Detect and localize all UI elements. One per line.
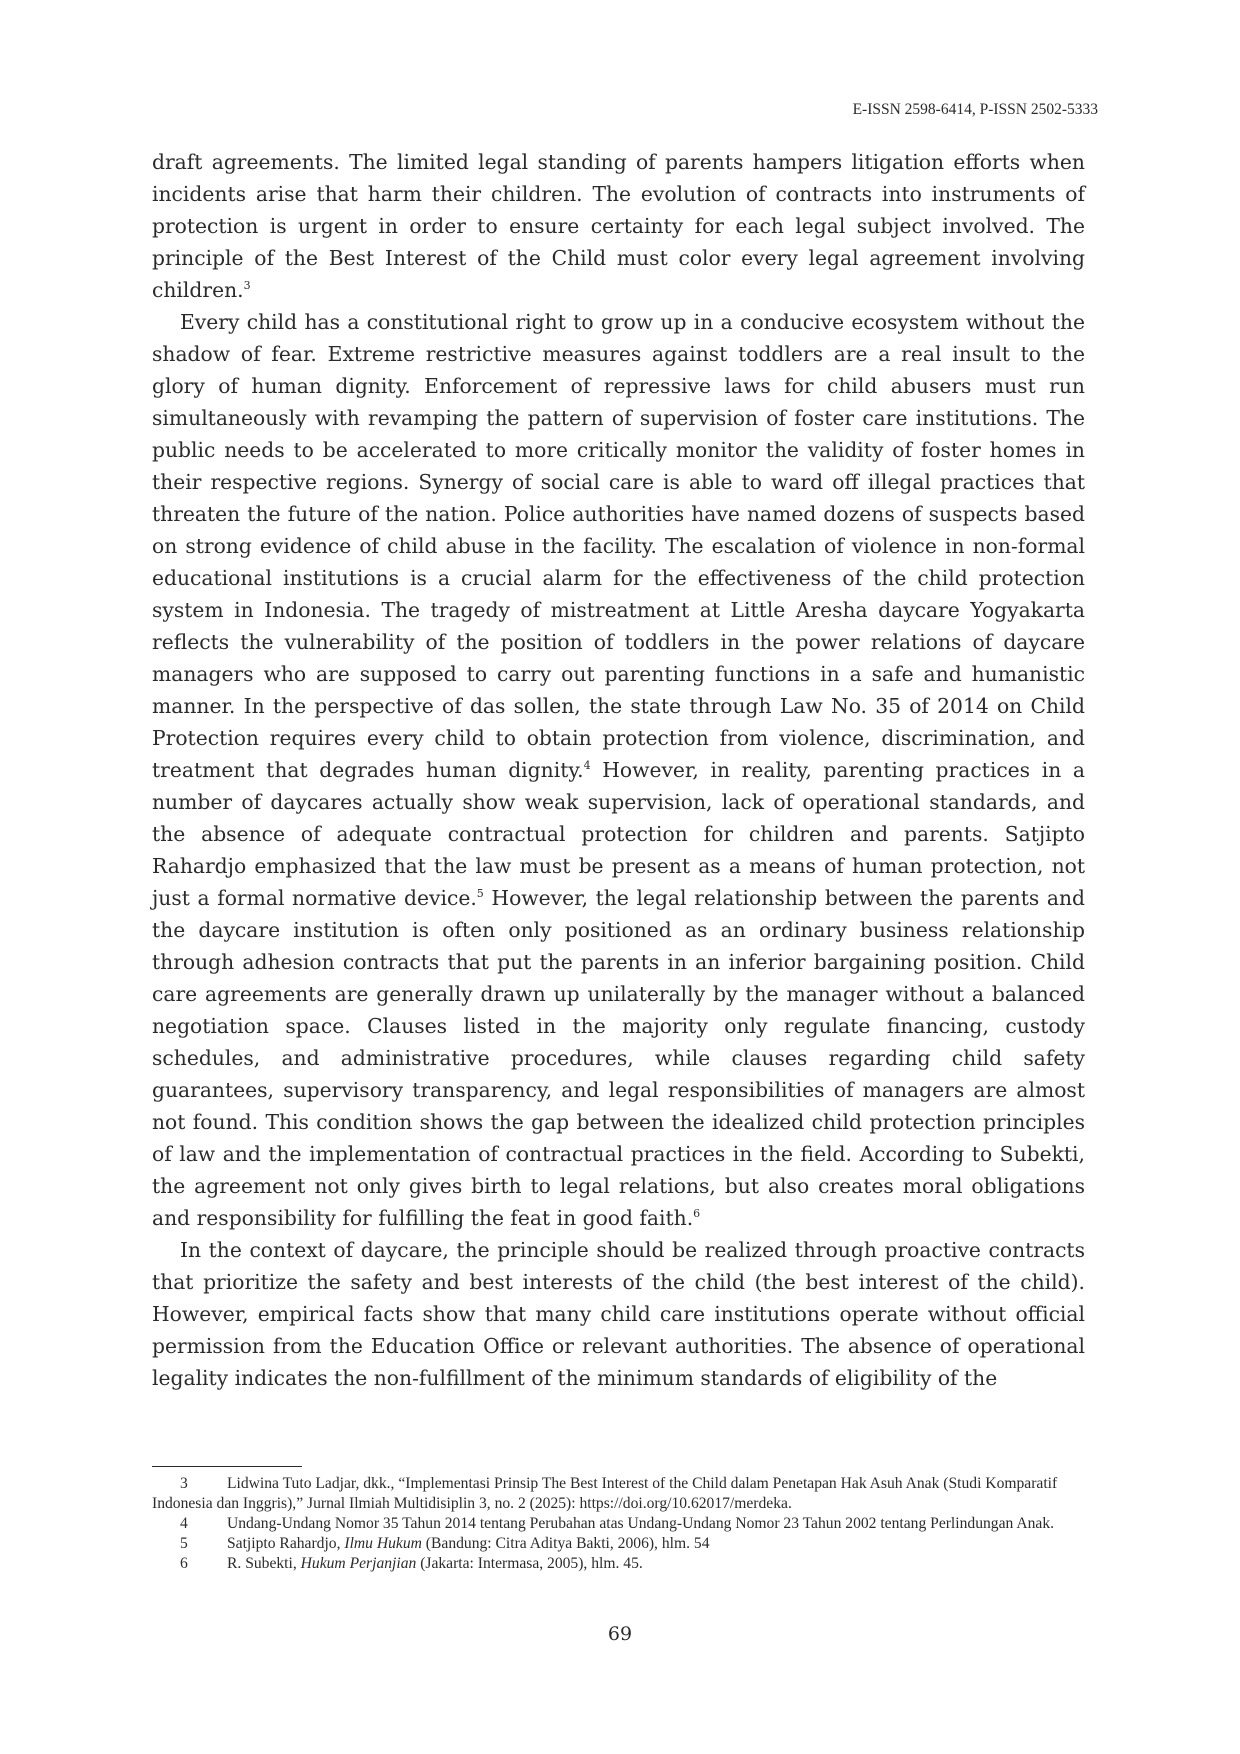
paragraph-3	[152, 1234, 1085, 1394]
footnote-ref-5[interactable]: 5	[476, 887, 484, 901]
footnote-5	[152, 1534, 1085, 1554]
body-text	[152, 146, 1085, 1394]
footnote-book-title: Ilmu Hukum	[344, 1535, 422, 1552]
footnote-text: Undang-Undang Nomor 35 Tahun 2014 tentang Perubahan atas Undang-Undang Nomor 23 Tahun 2002 tentang Perlindungan Anak.	[227, 1515, 1055, 1532]
paragraph-1-text: draft agreements. The limited legal standing of parents hampers litigation efforts when incidents arise that harm their children. The evolution of contracts into instruments of protection is urgent in order to ensure certainty for each legal subject involved. The principle of the Best Interest of the Child must color every legal agreement involving children.	[152, 150, 1085, 302]
footnote-3	[152, 1474, 1085, 1514]
footnote-number: 6	[180, 1555, 188, 1572]
footnote-text-before: R. Subekti,	[227, 1555, 301, 1572]
footnote-number: 4	[180, 1515, 188, 1532]
footnote-ref-6[interactable]: 6	[693, 1207, 701, 1221]
page-number: 69	[607, 1623, 633, 1645]
paragraph-2-segment-3: However, the legal relationship between the parents and the daycare institution is often only positioned as an ordinary business relationship through adhesion contracts that put the parents in an inferior bargaining position. Child care agreements are generally drawn up unilaterally by the manager without a balanced negotiation space. Clauses listed in the majority only regulate financing, custody schedules, and administrative procedures, while clauses regarding child safety guarantees, supervisory transparency, and legal responsibilities of managers are almost not found. This condition shows the gap between the idealized child protection principles of law and the implementation of contractual practices in the field. According to Subekti, the agreement not only gives birth to legal relations, but also creates moral obligations and responsibility for fulfilling the feat in good faith.	[152, 886, 1085, 1230]
paragraph-1	[152, 146, 1085, 306]
footnote-text-before: Satjipto Rahardjo,	[227, 1535, 345, 1552]
footnote-text-after: (Bandung: Citra Aditya Bakti, 2006), hlm. 54	[421, 1535, 710, 1552]
footnote-separator	[152, 1466, 302, 1467]
footnote-text-after: (Jakarta: Intermasa, 2005), hlm. 45.	[416, 1555, 643, 1572]
paragraph-3-text: In the context of daycare, the principle should be realized through proactive contracts that prioritize the safety and best interests of the child (the best interest of the child). However, empirical facts show that many child care institutions operate without official permission from the Education Office or relevant authorities. The absence of operational legality indicates the non-fulfillment of the minimum standards of eligibility of the	[152, 1238, 1085, 1390]
paragraph-2-segment-2: However, in reality, parenting practices in a number of daycares actually show weak supervision, lack of operational standards, and the absence of adequate contractual protection for children and parents. Satjipto Rahardjo emphasized that the law must be present as a means of human protection, not just a formal normative device.	[152, 758, 1086, 910]
footnote-number: 3	[180, 1475, 188, 1492]
footnote-ref-4[interactable]: 4	[583, 759, 591, 773]
paragraph-2	[152, 306, 1085, 1234]
footnote-number: 5	[180, 1535, 188, 1552]
footnotes	[152, 1474, 1085, 1574]
running-header-issn: E-ISSN 2598-6414, P-ISSN 2502-5333	[852, 101, 1098, 118]
footnote-text: Lidwina Tuto Ladjar, dkk., “Implementasi Prinsip The Best Interest of the Child dalam Penetapan Hak Asuh Anak (Studi Komparatif Indonesia dan Inggris),” Jurnal Ilmiah Multidisiplin 3, no. 2 (2025): https://doi.org/10.62017/merdeka.	[152, 1475, 1058, 1512]
footnote-4	[152, 1514, 1085, 1534]
footnote-book-title: Hukum Perjanjian	[300, 1555, 417, 1572]
paragraph-2-segment-1: Every child has a constitutional right to grow up in a conducive ecosystem without the shadow of fear. Extreme restrictive measures against toddlers are a real insult to the glory of human dignity. Enforcement of repressive laws for child abusers must run simultaneously with revamping the pattern of supervision of foster care institutions. The public needs to be accelerated to more critically monitor the validity of foster homes in their respective regions. Synergy of social care is able to ward off illegal practices that threaten the future of the nation. Police authorities have named dozens of suspects based on strong evidence of child abuse in the facility. The escalation of violence in non-formal educational institutions is a crucial alarm for the effectiveness of the child protection system in Indonesia. The tragedy of mistreatment at Little Aresha daycare Yogyakarta reflects the vulnerability of the position of toddlers in the power relations of daycare managers who are supposed to carry out parenting functions in a safe and humanistic manner. In the perspective of das sollen, the state through Law No. 35 of 2014 on Child Protection requires every child to obtain protection from violence, discrimination, and treatment that degrades human dignity.	[152, 310, 1085, 782]
footnote-6	[152, 1554, 1085, 1574]
footnote-ref-3[interactable]: 3	[243, 279, 251, 293]
